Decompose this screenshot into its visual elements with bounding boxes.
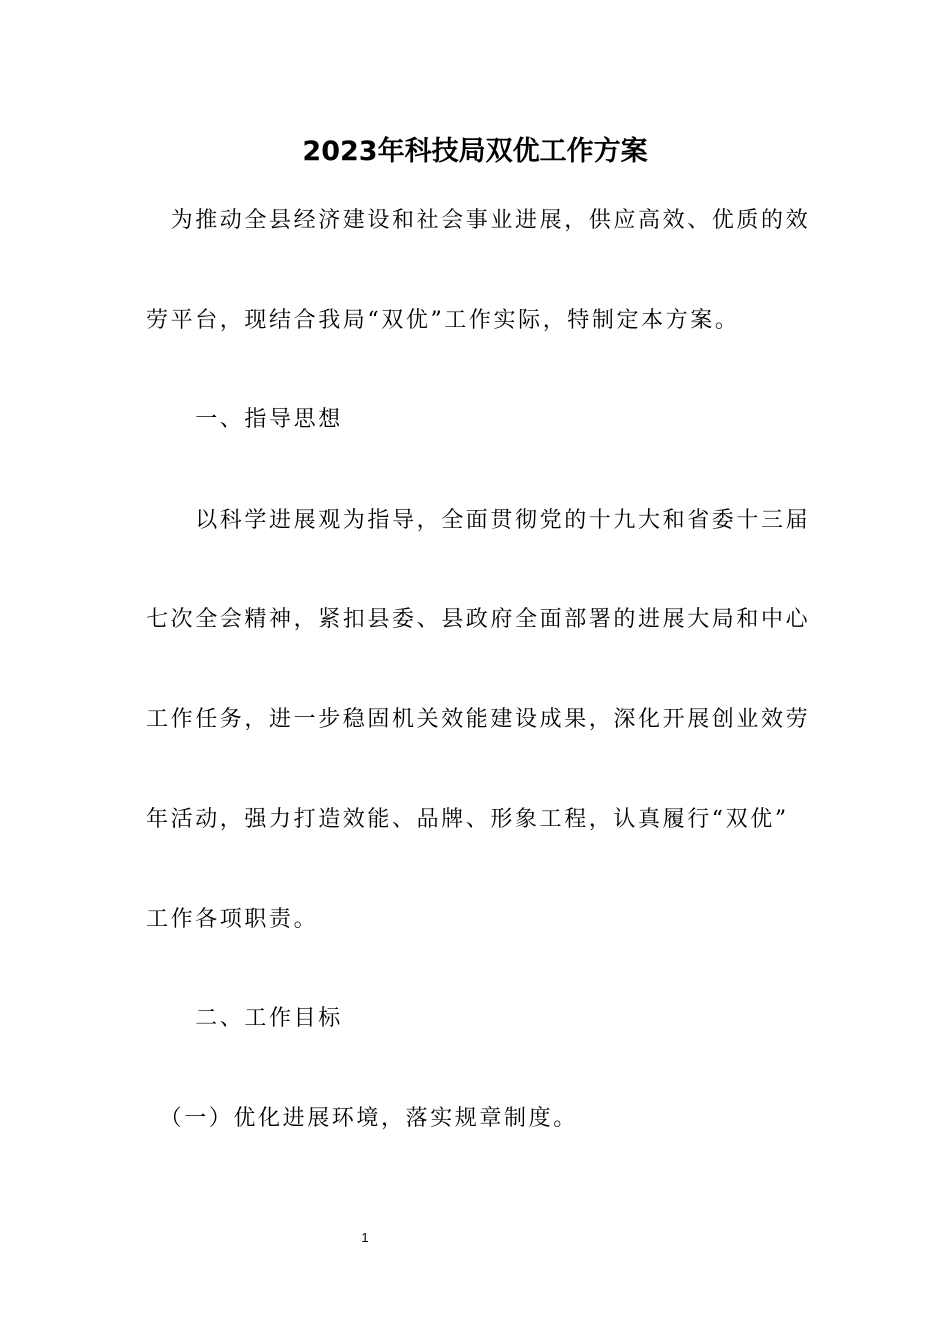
paragraph-line: 劳平台，现结合我局“双优”工作实际，特制定本方案。 bbox=[146, 308, 740, 333]
section-heading: 二、工作目标 bbox=[146, 1006, 343, 1031]
page-title: 2023年科技局双优工作方案 bbox=[302, 136, 648, 167]
page-number: 1 bbox=[361, 1230, 369, 1245]
section-heading: 一、指导思想 bbox=[146, 407, 343, 432]
paragraph-line: 工作任务，进一步稳固机关效能建设成果，深化开展创业效劳 bbox=[146, 707, 811, 732]
paragraph-line: 工作各项职责。 bbox=[146, 907, 319, 932]
subsection-heading: （一）优化进展环境，落实规章制度。 bbox=[146, 1106, 578, 1131]
paragraph-line: 年活动，强力打造效能、品牌、形象工程，认真履行“双优” bbox=[146, 807, 789, 832]
paragraph-line: 为推动全县经济建设和社会事业进展，供应高效、优质的效 bbox=[146, 208, 811, 233]
paragraph-line: 七次全会精神，紧扣县委、县政府全面部署的进展大局和中心 bbox=[146, 607, 811, 632]
paragraph-line: 以科学进展观为指导，全面贯彻党的十九大和省委十三届 bbox=[146, 508, 811, 533]
